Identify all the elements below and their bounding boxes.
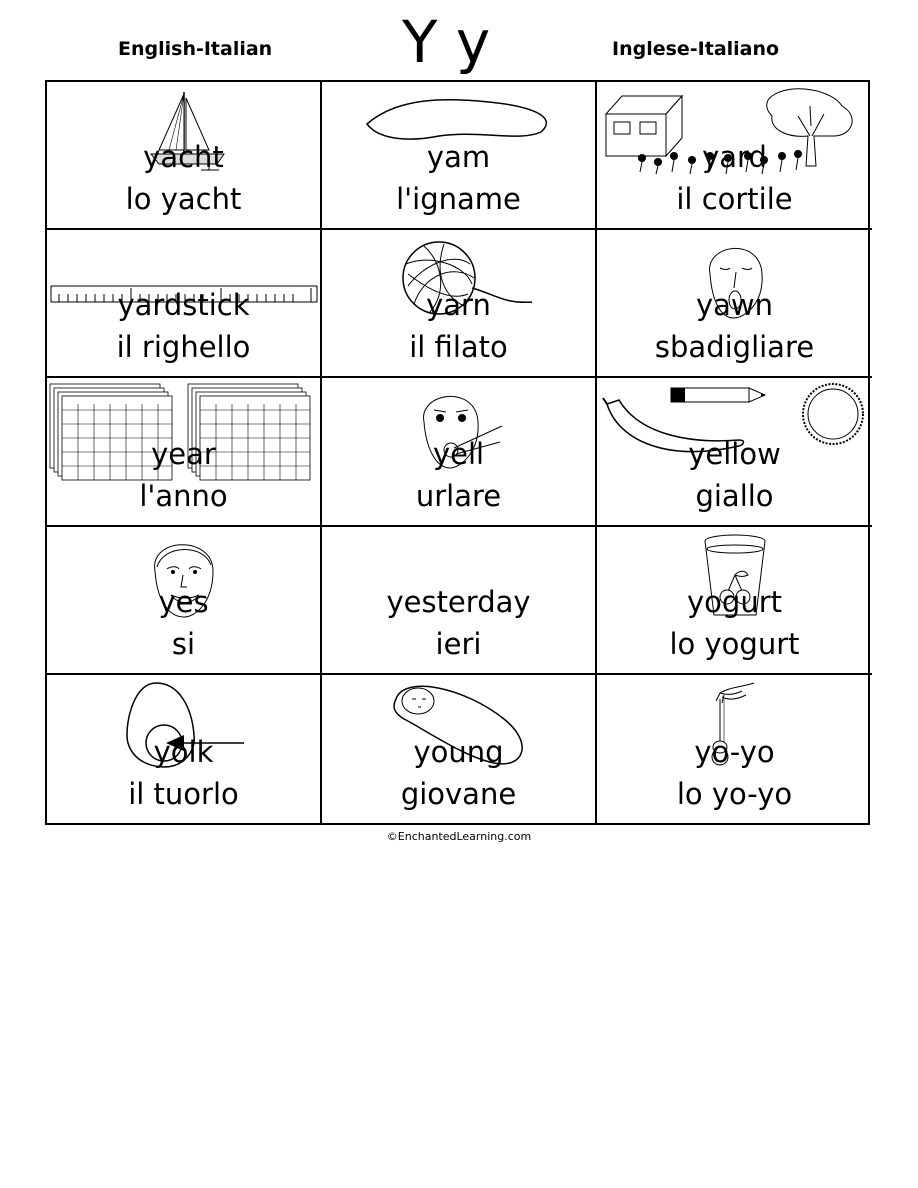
italian-word: l'anno [139, 478, 228, 513]
italian-word: lo yacht [125, 182, 242, 217]
vocab-cell [322, 230, 597, 378]
italian-word: il tuorlo [128, 776, 239, 811]
italian-word: il cortile [676, 182, 793, 217]
italian-word: lo yo-yo [676, 776, 793, 811]
italian-word: si [171, 626, 196, 661]
vocab-cell [47, 675, 322, 823]
vocab-cell [597, 230, 872, 378]
english-word: yawn [695, 288, 774, 323]
copyright-footer: ©EnchantedLearning.com [386, 830, 532, 843]
english-word: yes [158, 584, 209, 619]
vocab-cell [47, 527, 322, 675]
vocab-cell [322, 675, 597, 823]
vocab-cell [597, 675, 872, 823]
italian-word: il filato [409, 330, 508, 365]
italian-word: ieri [435, 626, 482, 661]
english-word: year [151, 436, 216, 471]
english-word: yogurt [687, 584, 782, 619]
vocabulary-grid [45, 80, 870, 825]
english-word: yolk [153, 734, 214, 769]
english-word: young [413, 734, 504, 769]
vocab-cell [322, 378, 597, 526]
vocab-cell [47, 82, 322, 230]
english-word: yell [432, 436, 485, 471]
header-letter: Y y [402, 8, 491, 76]
header-left-label: English-Italian [118, 38, 273, 60]
english-word: yo-yo [694, 734, 775, 769]
vocab-cell [322, 82, 597, 230]
italian-word: urlare [415, 478, 502, 513]
header-right-label: Inglese-Italiano [612, 38, 780, 60]
italian-word: giallo [695, 478, 774, 513]
italian-word: giovane [400, 776, 517, 811]
page-header [0, 0, 918, 80]
italian-word: lo yogurt [669, 626, 800, 661]
english-word: yacht [143, 140, 224, 175]
vocab-cell [47, 230, 322, 378]
english-word: yesterday [386, 584, 531, 619]
english-word: yard [702, 140, 767, 175]
vocab-cell [47, 378, 322, 526]
italian-word: sbadigliare [654, 330, 815, 365]
italian-word: l'igname [396, 182, 521, 217]
vocab-cell [322, 527, 597, 675]
vocab-cell [597, 527, 872, 675]
english-word: yellow [688, 436, 781, 471]
english-word: yarn [426, 288, 491, 323]
vocab-cell [597, 378, 872, 526]
vocab-cell [597, 82, 872, 230]
english-word: yam [426, 140, 491, 175]
italian-word: il righello [116, 330, 251, 365]
english-word: yardstick [117, 288, 250, 323]
